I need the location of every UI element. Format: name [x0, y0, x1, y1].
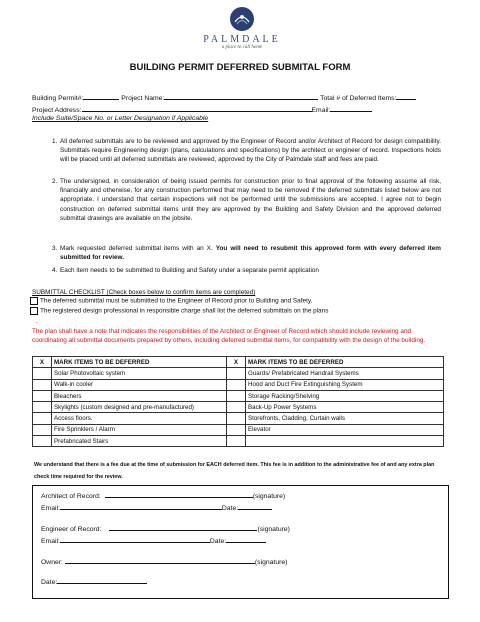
- logo-tagline: a place to call home: [221, 45, 263, 50]
- item-cell: Prefabricated Stairs: [52, 436, 227, 447]
- item-cell: Storage Racking/Shelving: [246, 390, 444, 401]
- form-title: BUILDING PERMIT DEFERRED SUBMITAL FORM: [129, 62, 351, 73]
- date-label: Date:: [41, 579, 58, 586]
- checklist-item-1[interactable]: The deferred submittal must be submitted to the Engineer of Record prior to Building and Safety.: [30, 297, 312, 305]
- address-input[interactable]: [82, 104, 312, 112]
- fee-note: We understand that there is a fee due at the time of submission for EACH deferred item. This fee is in addition to the administrative fee of and any extra plan check time required for the review.: [34, 462, 435, 480]
- left-col-header: MARK ITEMS TO BE DEFERRED: [52, 357, 227, 368]
- item-cell: Storefronts, Cladding, Curtain walls: [246, 413, 444, 424]
- logo-name: PALMDALE: [203, 34, 281, 45]
- engineer-email-input[interactable]: [60, 535, 210, 543]
- engineer-signature-input[interactable]: [109, 523, 257, 531]
- table-row: [33, 379, 444, 390]
- x-header: X: [33, 357, 52, 368]
- mark-cell[interactable]: [227, 436, 246, 447]
- mark-cell[interactable]: [33, 424, 52, 435]
- table-header-row: [33, 357, 444, 368]
- date-label: Date:: [209, 538, 227, 545]
- architect-signature-input[interactable]: [105, 490, 253, 498]
- item-cell: Fire Sprinklers / Alarm: [52, 424, 227, 435]
- mark-cell[interactable]: [33, 436, 52, 447]
- instruction-4: 4. Each item needs to be submitted to Building and Safety under a separate permit application: [52, 267, 319, 274]
- table-row: [33, 390, 444, 401]
- architect-label: Architect of Record:: [41, 493, 101, 500]
- architect-email-input[interactable]: [60, 502, 222, 510]
- project-name-input[interactable]: [164, 92, 318, 100]
- table-row: [33, 436, 444, 447]
- architect-email-row: [41, 502, 272, 512]
- mark-cell[interactable]: [227, 424, 246, 435]
- owner-row: [41, 556, 287, 566]
- instruction-2: 2. The undersigned, in consideration of being issued permits for construction prior to final approval of the following assume all risk, financially and otherwise, for any construction performed that may need to be removed if the deferred submittals listed below are not appropriate. I understand that certain inspections will not be performed until the submissions are accepted. I agree not to begin construction on deferred submittal items until they are approved by the Building and Safety Division and the approved deferred submittal drawings are available on the jobsite.: [52, 178, 441, 222]
- palmdale-seal-icon: [229, 6, 255, 32]
- mark-cell[interactable]: [227, 368, 246, 379]
- table-row: [33, 368, 444, 379]
- mark-cell[interactable]: [227, 379, 246, 390]
- total-input[interactable]: [396, 92, 416, 100]
- mark-cell[interactable]: [227, 413, 246, 424]
- owner-date-input[interactable]: [57, 576, 147, 584]
- signature-label: (signature): [252, 493, 286, 500]
- checklist-heading: SUBMITTAL CHECKLIST (Check boxes below to confirm items are completed): [32, 289, 256, 296]
- red-note: The plan shall have a note that indicates the responsibilities of the Architect or Engineer of Record which should include reviewing and coordinating all submittal documents prepared by others, including deferred submittal items, for compatibility with the design of the building.: [32, 328, 426, 344]
- item-cell: Access floors.: [52, 413, 227, 424]
- email-label: Email:: [311, 107, 331, 114]
- total-label: Total # of Deferred Items:: [320, 95, 397, 102]
- checkbox[interactable]: [30, 297, 38, 305]
- item-cell: Guards/ Prefabricated Handrail Systems: [246, 368, 444, 379]
- architect-row: [41, 490, 285, 500]
- table-row: [33, 413, 444, 424]
- address-label: Project Address:: [32, 107, 82, 114]
- permit-label: Building Permit#:: [32, 95, 84, 102]
- mark-cell[interactable]: [33, 368, 52, 379]
- mark-cell[interactable]: [33, 413, 52, 424]
- item-cell: Back-Up Power Systems: [246, 402, 444, 413]
- signature-label: (signature): [254, 559, 288, 566]
- table-row: [33, 424, 444, 435]
- mark-cell[interactable]: [227, 390, 246, 401]
- architect-date-input[interactable]: [238, 502, 272, 510]
- mark-cell[interactable]: [33, 402, 52, 413]
- permit-input[interactable]: [83, 92, 119, 100]
- table-row: [33, 402, 444, 413]
- checklist-dot: .: [36, 318, 38, 325]
- owner-date-row: [41, 576, 147, 586]
- email-label: Email:: [41, 505, 60, 512]
- instruction-3: 3. Mark requested deferred submittal items with an X. You will need to resubmit this approved form with every deferred item submitted for review.: [52, 245, 441, 262]
- signature-box: [32, 485, 449, 599]
- right-col-header: MARK ITEMS TO BE DEFERRED: [246, 357, 444, 368]
- item-cell: Bleachers: [52, 390, 227, 401]
- item-cell: Solar Photovoltaic system: [52, 368, 227, 379]
- palmdale-logo: [192, 6, 292, 66]
- engineer-row: [41, 523, 290, 533]
- item-cell: Elevator: [246, 424, 444, 435]
- email-input[interactable]: [330, 104, 372, 112]
- instruction-1: 1. All deferred submittals are to be reviewed and approved by the Engineer of Record and/or Architect of Record for design compatibility. Submittals require Engineering design (plans, calculations and specifications) by the architect or engineer of record. Inspections holds will be placed until all deferred submittals are reviewed, approved by the City of Palmdale staff and fees are paid.: [52, 138, 441, 164]
- engineer-label: Engineer of Record:: [41, 526, 102, 533]
- checklist-item-2[interactable]: The registered design professional in responsible charge shall list the deferred submittals on the plans: [30, 307, 328, 315]
- x-header: X: [227, 357, 246, 368]
- item-cell: [246, 436, 444, 447]
- engineer-email-row: [41, 535, 266, 545]
- signature-label: (signature): [257, 526, 290, 533]
- mark-cell[interactable]: [227, 402, 246, 413]
- project-name-label: Project Name:: [121, 95, 165, 102]
- date-label: Date:: [221, 505, 239, 512]
- email-label: Email:: [41, 538, 60, 545]
- permit-row: [32, 92, 416, 102]
- deferred-items-table: [32, 356, 444, 447]
- item-cell: Skylights (custom designed and pre-manufactured): [52, 402, 227, 413]
- mark-cell[interactable]: [33, 390, 52, 401]
- checkbox[interactable]: [30, 307, 38, 315]
- address-row: [32, 104, 372, 114]
- item-cell: Walk-in cooler: [52, 379, 227, 390]
- suite-note: Include Suite/Space No. or Letter Designation if Applicable: [32, 115, 209, 122]
- mark-cell[interactable]: [33, 379, 52, 390]
- item-cell: Hood and Duct Fire Extinguishing System: [246, 379, 444, 390]
- engineer-date-input[interactable]: [226, 535, 266, 543]
- owner-label: Owner:: [41, 559, 63, 566]
- owner-signature-input[interactable]: [65, 556, 255, 564]
